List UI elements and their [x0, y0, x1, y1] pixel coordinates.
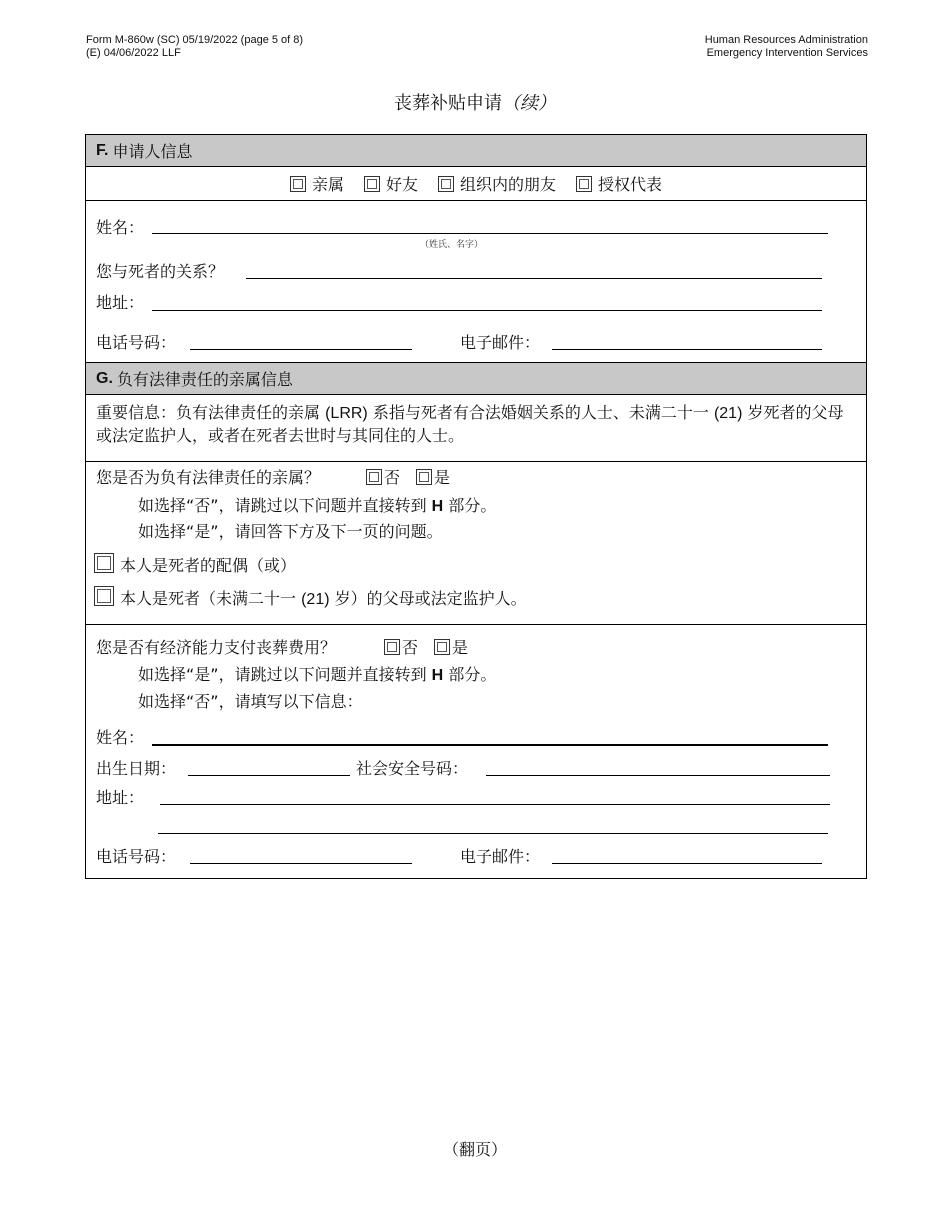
name-format-hint: （姓氏、名字）	[420, 240, 484, 250]
q2-yes-instruction	[138, 662, 496, 685]
lrr-question-block	[86, 462, 866, 625]
q2-yes-instruction-text: 如选择“是”，请跳过以下问题并直接转到	[138, 665, 432, 684]
lrr-phone-field[interactable]	[190, 863, 412, 864]
financial-question-block	[86, 625, 866, 878]
option-org-friend[interactable]	[438, 172, 556, 195]
section-g-header	[86, 363, 866, 395]
applicant-info-block	[86, 201, 866, 363]
option-org-friend-label: 组织内的朋友	[460, 175, 557, 194]
section-g-letter: G.	[96, 369, 113, 387]
q1-no-checkbox[interactable]	[366, 469, 382, 485]
option-friend[interactable]	[364, 172, 418, 195]
q1-part-text: 部分。	[443, 496, 497, 515]
q1-no-label: 否	[384, 468, 401, 487]
page-title	[0, 89, 950, 115]
q2-yes-option[interactable]	[434, 635, 468, 658]
lrr-dob-field[interactable]	[188, 775, 350, 776]
q2-no-option[interactable]	[384, 635, 418, 658]
lrr-text-3: 岁死者的父母或法定监护人，或者在死者去世时与其同住的人士。	[96, 403, 844, 445]
lrr-abbrev: (LRR)	[325, 405, 368, 422]
q1-no-instruction-text: 如选择“否”，请跳过以下问题并直接转到	[138, 496, 432, 515]
applicant-address-label: 地址：	[96, 293, 145, 312]
q2-no-checkbox[interactable]	[384, 639, 400, 655]
spouse-option[interactable]	[94, 553, 296, 576]
section-f-header	[86, 135, 866, 167]
checkbox-org-friend[interactable]	[438, 176, 454, 192]
applicant-phone-field[interactable]	[190, 349, 412, 350]
q1-label: 您是否为负有法律责任的亲属？	[96, 468, 321, 487]
q2-no-instruction: 如选择“否”，请填写以下信息：	[138, 692, 363, 711]
parent-text-1: 本人是死者（未满二十一	[120, 589, 302, 608]
lrr-ssn-label: 社会安全号码：	[356, 759, 469, 778]
q2-section-h: H	[431, 667, 444, 684]
applicant-email-label: 电子邮件：	[460, 333, 541, 352]
lrr-definition-block	[86, 395, 866, 462]
applicant-name-field[interactable]	[152, 233, 828, 234]
lrr-email-field[interactable]	[552, 863, 822, 864]
relation-label: 您与死者的关系？	[96, 262, 225, 281]
q1-yes-option[interactable]	[416, 465, 450, 488]
q2-no-label: 否	[402, 638, 419, 657]
option-relative-label: 亲属	[311, 175, 344, 194]
applicant-address-field[interactable]	[152, 310, 822, 311]
lrr-definition	[86, 395, 866, 457]
agency-name: Human Resources Administration	[704, 34, 868, 46]
q2-label: 您是否有经济能力支付丧葬费用？	[96, 638, 337, 657]
lrr-phone-label: 电话号码：	[96, 847, 177, 866]
lrr-address-field-2[interactable]	[158, 833, 828, 834]
applicant-phone-label: 电话号码：	[96, 333, 177, 352]
q2-yes-label: 是	[452, 638, 469, 657]
parent-text-2: 岁）的父母或法定监护人。	[329, 589, 527, 608]
option-friend-label: 好友	[385, 175, 418, 194]
agency-header	[705, 34, 868, 60]
relation-field[interactable]	[246, 278, 822, 279]
applicant-name-label: 姓名：	[96, 218, 145, 237]
q2-yes-checkbox[interactable]	[434, 639, 450, 655]
option-authorized-rep-label: 授权代表	[598, 175, 663, 194]
page-title-main: 丧葬补贴申请	[394, 93, 502, 114]
lrr-address-label: 地址：	[96, 788, 145, 807]
page-title-continued: （续）	[502, 93, 556, 114]
spouse-option-label: 本人是死者的配偶（或）	[120, 556, 297, 575]
checkbox-authorized-rep[interactable]	[576, 176, 592, 192]
lrr-text-1: 重要信息：负有法律责任的亲属	[96, 403, 326, 422]
lrr-email-label: 电子邮件：	[460, 847, 541, 866]
lrr-dob-label: 出生日期：	[96, 759, 177, 778]
form-number: Form M-860w (SC) 05/19/2022 (page 5 of 8)	[86, 34, 304, 46]
lrr-age: (21)	[713, 405, 743, 422]
checkbox-relative[interactable]	[290, 176, 306, 192]
option-relative[interactable]	[290, 172, 344, 195]
applicant-email-field[interactable]	[552, 349, 822, 350]
q1-no-option[interactable]	[366, 465, 400, 488]
application-form	[85, 134, 867, 879]
section-f-title: 申请人信息	[112, 142, 193, 161]
q1-section-h: H	[431, 498, 444, 515]
spouse-checkbox[interactable]	[94, 553, 114, 573]
parent-option[interactable]	[94, 586, 527, 609]
q2-part-text: 部分。	[443, 665, 497, 684]
q1-yes-instruction: 如选择“是”，请回答下方及下一页的问题。	[138, 522, 443, 541]
form-id	[86, 34, 303, 60]
option-authorized-rep[interactable]	[576, 172, 662, 195]
lrr-text-2: 系指与死者有合法婚姻关系的人士、未满二十一	[367, 403, 714, 422]
q1-yes-label: 是	[434, 468, 451, 487]
q1-yes-checkbox[interactable]	[416, 469, 432, 485]
section-f-letter: F.	[96, 141, 109, 159]
section-g-title: 负有法律责任的亲属信息	[116, 370, 293, 389]
applicant-type-options	[86, 167, 866, 201]
parent-age: (21)	[301, 591, 330, 608]
lrr-name-field[interactable]	[152, 744, 828, 746]
parent-checkbox[interactable]	[94, 586, 114, 606]
q1-no-instruction	[138, 493, 496, 516]
turn-page-note: （翻页）	[442, 1140, 507, 1159]
agency-division: Emergency Intervention Services	[706, 47, 868, 59]
form-revision: (E) 04/06/2022 LLF	[86, 47, 181, 59]
lrr-ssn-field[interactable]	[486, 775, 830, 776]
checkbox-friend[interactable]	[364, 176, 380, 192]
lrr-address-field-1[interactable]	[160, 804, 830, 805]
lrr-name-label: 姓名：	[96, 728, 145, 747]
